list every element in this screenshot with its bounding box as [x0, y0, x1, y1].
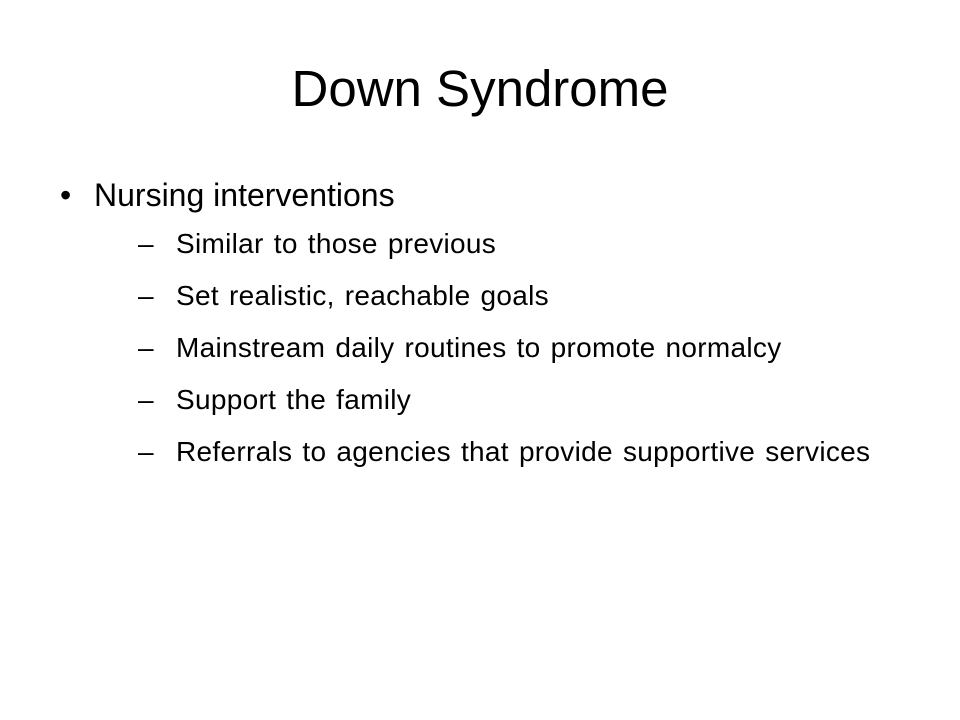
sub-item-text: Support the family	[176, 384, 412, 416]
sub-list	[138, 226, 900, 470]
dash-marker: –	[138, 436, 154, 468]
bullet-marker: •	[60, 177, 72, 213]
sub-item-routines	[138, 330, 900, 366]
slide-title: Down Syndrome	[291, 60, 669, 117]
bullet-list	[60, 176, 900, 486]
sub-item-text: Set realistic, reachable goals	[176, 280, 549, 312]
sub-item-text: Referrals to agencies that provide supportive services	[176, 436, 871, 468]
sub-item-referrals	[138, 434, 900, 470]
bullet-item	[60, 176, 900, 470]
dash-marker: –	[138, 228, 154, 260]
sub-item-family	[138, 382, 900, 418]
dash-marker: –	[138, 332, 154, 364]
sub-item-goals	[138, 278, 900, 314]
dash-marker: –	[138, 384, 154, 416]
sub-item-similar	[138, 226, 900, 262]
sub-item-text: Similar to those previous	[176, 228, 497, 260]
sub-item-text: Mainstream daily routines to promote normalcy	[176, 332, 782, 364]
bullet-text: Nursing interventions	[94, 177, 395, 213]
dash-marker: –	[138, 280, 154, 312]
